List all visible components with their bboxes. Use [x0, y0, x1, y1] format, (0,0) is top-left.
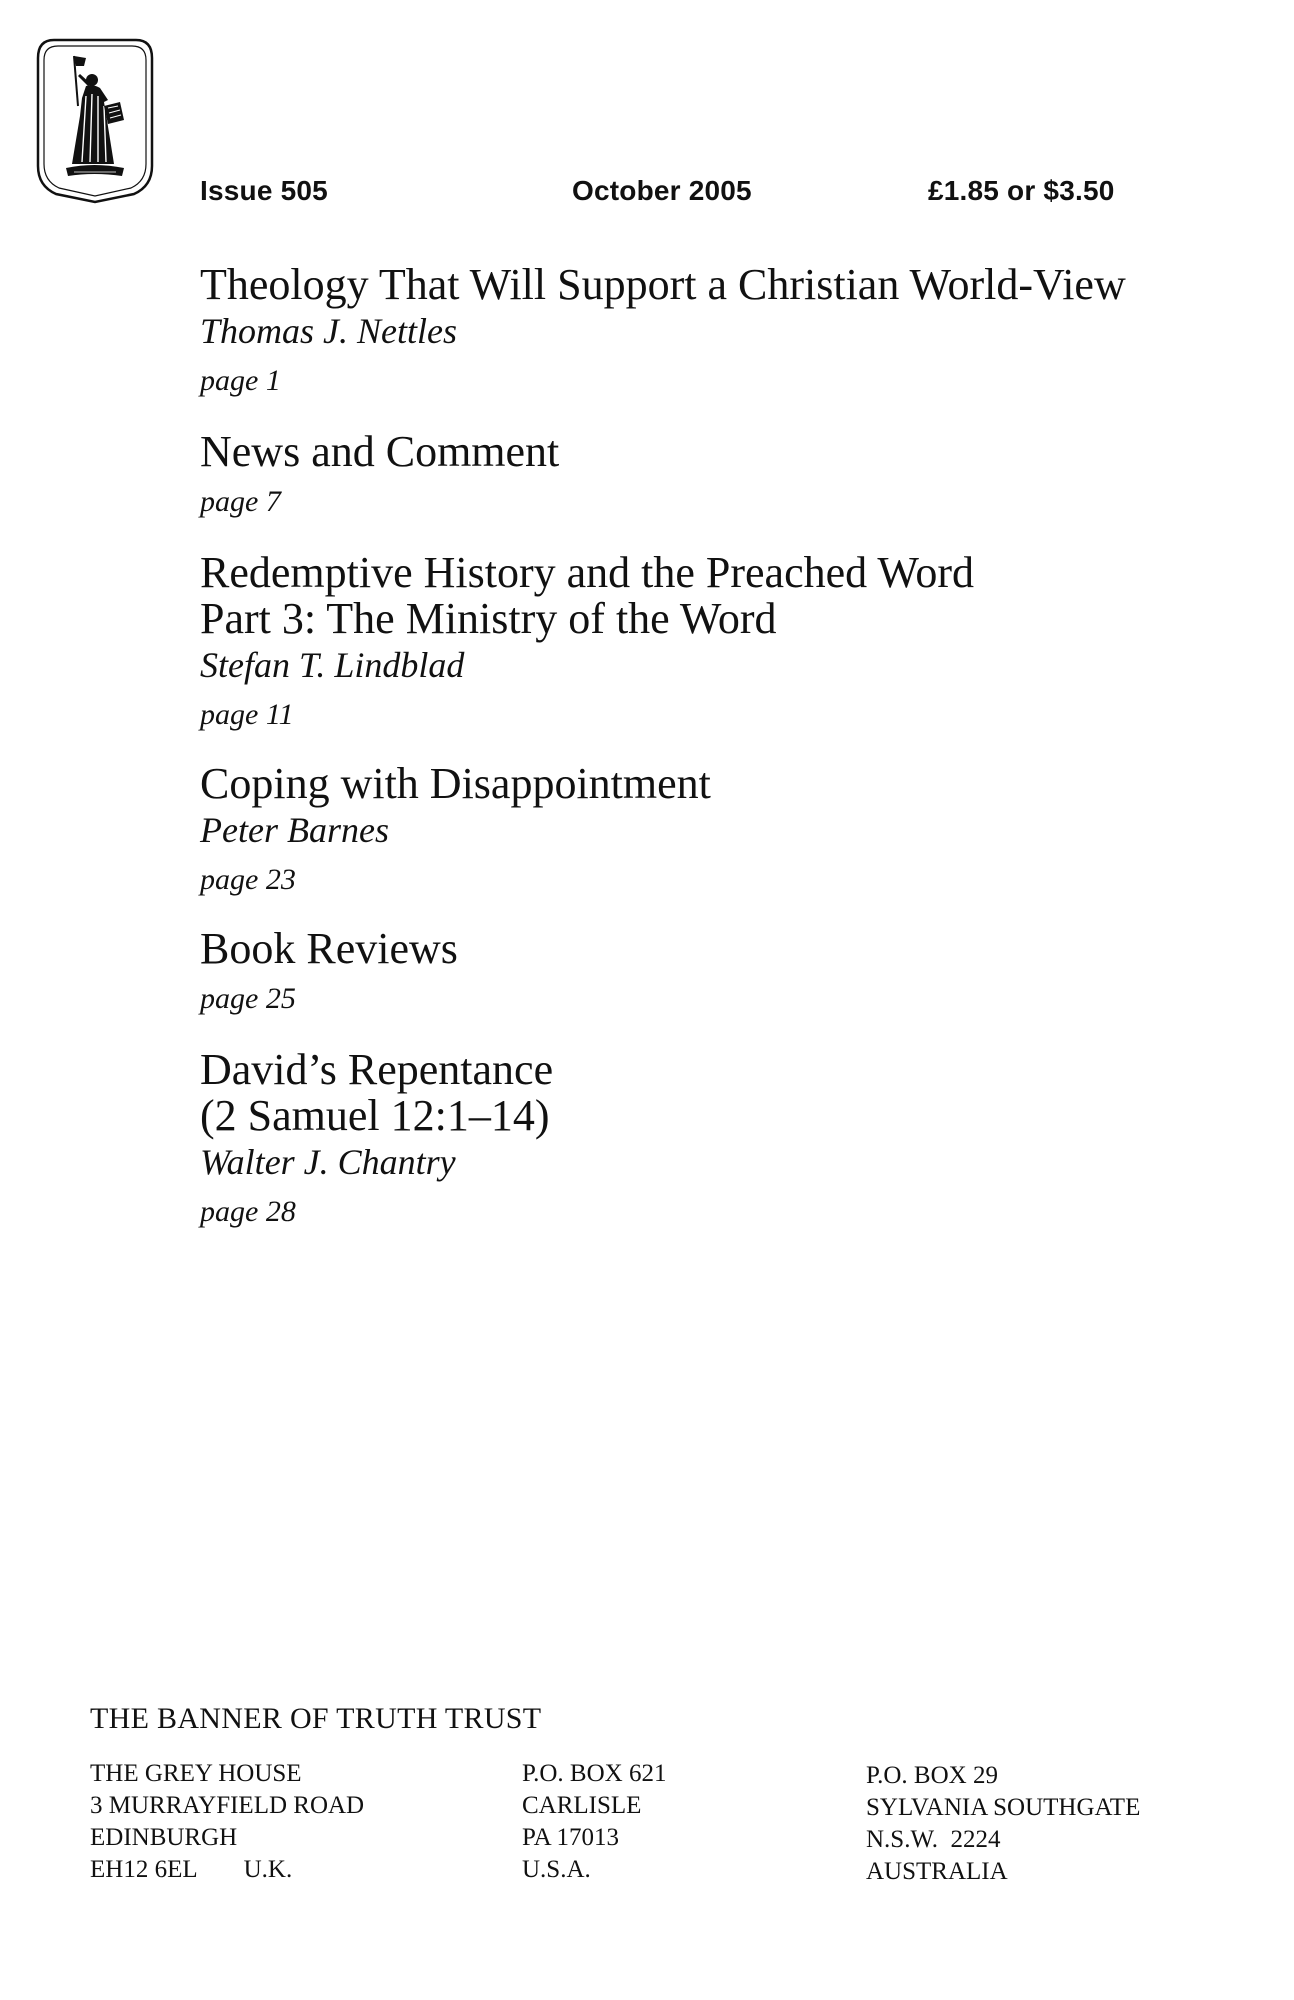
- address-country: U.K.: [243, 1856, 293, 1883]
- contents-entry: [200, 429, 1200, 525]
- entry-title: Coping with Disappointment: [200, 759, 711, 808]
- entry-page: page 7: [200, 485, 281, 518]
- entry-page: page 23: [200, 863, 296, 896]
- entry-author: Stefan T. Lindblad: [200, 645, 465, 685]
- entry-title: Theology That Will Support a Christian World-View: [200, 260, 1126, 309]
- contents-entry: [200, 761, 1200, 903]
- entry-title: Redemptive History and the Preached Word: [200, 548, 974, 597]
- address-line-postcode: [90, 1854, 364, 1886]
- entry-author: Thomas J. Nettles: [200, 311, 457, 351]
- address-line: PA 17013: [522, 1824, 620, 1851]
- address-line: SYLVANIA SOUTHGATE: [866, 1794, 1141, 1821]
- entry-title-line-2: (2 Samuel 12:1–14): [200, 1091, 550, 1140]
- entry-page: page 25: [200, 982, 296, 1015]
- contents-entry: [200, 550, 1200, 738]
- address-line: THE GREY HOUSE: [90, 1760, 302, 1787]
- entry-title: Book Reviews: [200, 924, 458, 973]
- address-line: N.S.W. 2224: [866, 1826, 1001, 1853]
- entry-page: page 11: [200, 698, 294, 731]
- address-usa: [522, 1758, 666, 1886]
- address-line: EDINBURGH: [90, 1824, 238, 1851]
- banner-of-truth-trust-emblem-icon: [34, 36, 156, 204]
- contents-entry: [200, 262, 1200, 404]
- address-line: 3 MURRAYFIELD ROAD: [90, 1792, 365, 1819]
- contents-entry: [200, 1047, 1200, 1235]
- entry-title-line-2: Part 3: The Ministry of the Word: [200, 594, 777, 643]
- issue-price: £1.85 or $3.50: [928, 175, 1115, 206]
- entry-author: Walter J. Chantry: [200, 1142, 456, 1182]
- issue-number: Issue 505: [200, 175, 328, 206]
- address-line: U.S.A.: [522, 1856, 591, 1883]
- entry-page: page 1: [200, 364, 281, 397]
- issue-date: October 2005: [572, 175, 752, 206]
- entry-title: David’s Repentance: [200, 1045, 554, 1094]
- address-uk: [90, 1758, 364, 1886]
- entry-page: page 28: [200, 1195, 296, 1228]
- address-line: P.O. BOX 29: [866, 1762, 998, 1789]
- address-line: CARLISLE: [522, 1792, 642, 1819]
- publisher-name: THE BANNER OF TRUTH TRUST: [90, 1702, 542, 1735]
- entry-title: News and Comment: [200, 427, 560, 476]
- address-line: AUSTRALIA: [866, 1858, 1008, 1885]
- address-line: P.O. BOX 621: [522, 1760, 667, 1787]
- entry-author: Peter Barnes: [200, 810, 389, 850]
- address-postcode: EH12 6EL: [90, 1856, 198, 1883]
- address-australia: [866, 1760, 1140, 1888]
- contents-entry: [200, 926, 1200, 1022]
